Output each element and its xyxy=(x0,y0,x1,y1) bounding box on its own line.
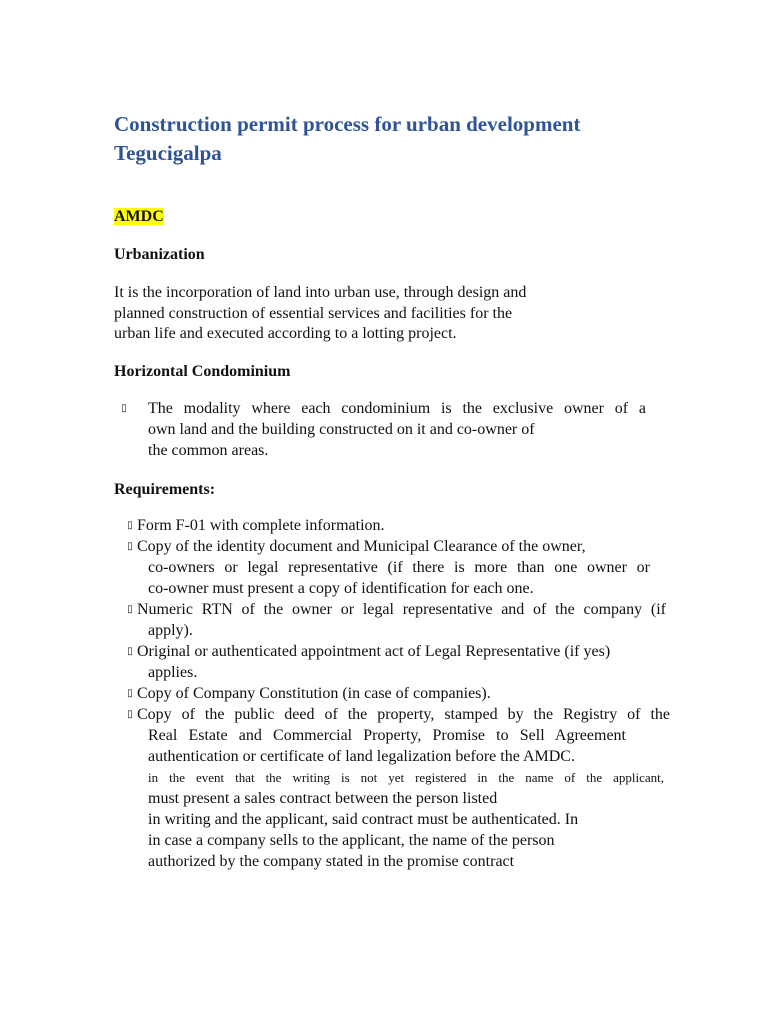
urbanization-line: It is the incorporation of land into urban use, through design and xyxy=(114,284,527,301)
requirement-line: apply). xyxy=(148,622,193,639)
requirement-line: Original or authenticated appointment act of Legal Representative (if yes) xyxy=(137,643,611,660)
urbanization-heading: Urbanization xyxy=(114,246,205,263)
requirement-line: authentication or certificate of land legalization before the AMDC. xyxy=(148,748,575,765)
bullet-marker-icon: ▯ xyxy=(127,520,133,531)
requirements-heading: Requirements: xyxy=(114,481,216,498)
requirement-line: applies. xyxy=(148,664,198,681)
requirement-line: co-owner must present a copy of identification for each one. xyxy=(148,580,534,597)
bullet-marker-icon: ▯ xyxy=(127,646,133,657)
urbanization-line: urban life and executed according to a lotting project. xyxy=(114,325,457,342)
bullet-marker-icon: ▯ xyxy=(121,403,127,414)
bullet-marker-icon: ▯ xyxy=(127,709,133,720)
document-title xyxy=(114,110,734,168)
urbanization-line: planned construction of essential services and facilities for the xyxy=(114,304,513,322)
urbanization-paragraph xyxy=(114,283,584,345)
requirement-line: must present a sales contract between the person listed xyxy=(148,790,498,807)
requirement-line: Form F-01 with complete information. xyxy=(137,517,385,534)
amdc-highlight: AMDC xyxy=(114,208,164,225)
condominium-bullet xyxy=(114,399,670,463)
requirement-line: Numeric RTN of the owner or legal representative and of the company (if xyxy=(137,601,666,618)
requirement-line: co-owners or legal representative (if there is more than one owner or xyxy=(148,559,650,576)
requirements-list xyxy=(114,516,670,876)
condominium-line: the common areas. xyxy=(148,442,269,459)
amdc-label xyxy=(114,206,164,228)
requirement-line: in case a company sells to the applicant, the name of the person xyxy=(148,832,555,849)
bullet-marker-icon: ▯ xyxy=(127,541,133,552)
requirement-line: Copy of the public deed of the property, stamped by the Registry of the xyxy=(137,706,670,723)
requirement-line: in writing and the applicant, said contract must be authenticated. In xyxy=(148,811,579,828)
requirement-line: Copy of the identity document and Municipal Clearance of the owner, xyxy=(137,538,586,555)
bullet-marker-icon: ▯ xyxy=(127,688,133,699)
title-line-2: Tegucigalpa xyxy=(114,141,222,165)
requirement-line: Copy of Company Constitution (in case of companies). xyxy=(137,685,491,702)
condominium-heading: Horizontal Condominium xyxy=(114,363,291,380)
requirement-line: in the event that the writing is not yet registered in the name of the applicant, xyxy=(148,770,664,785)
requirement-line: authorized by the company stated in the promise contract xyxy=(148,853,515,870)
title-line-1: Construction permit process for urban development xyxy=(114,112,581,136)
condominium-line: The modality where each condominium is the exclusive owner of a xyxy=(148,400,646,417)
requirement-line: Real Estate and Commercial Property, Promise to Sell Agreement xyxy=(148,727,626,744)
condominium-line: own land and the building constructed on it and co-owner of xyxy=(148,421,535,438)
bullet-marker-icon: ▯ xyxy=(127,604,133,615)
